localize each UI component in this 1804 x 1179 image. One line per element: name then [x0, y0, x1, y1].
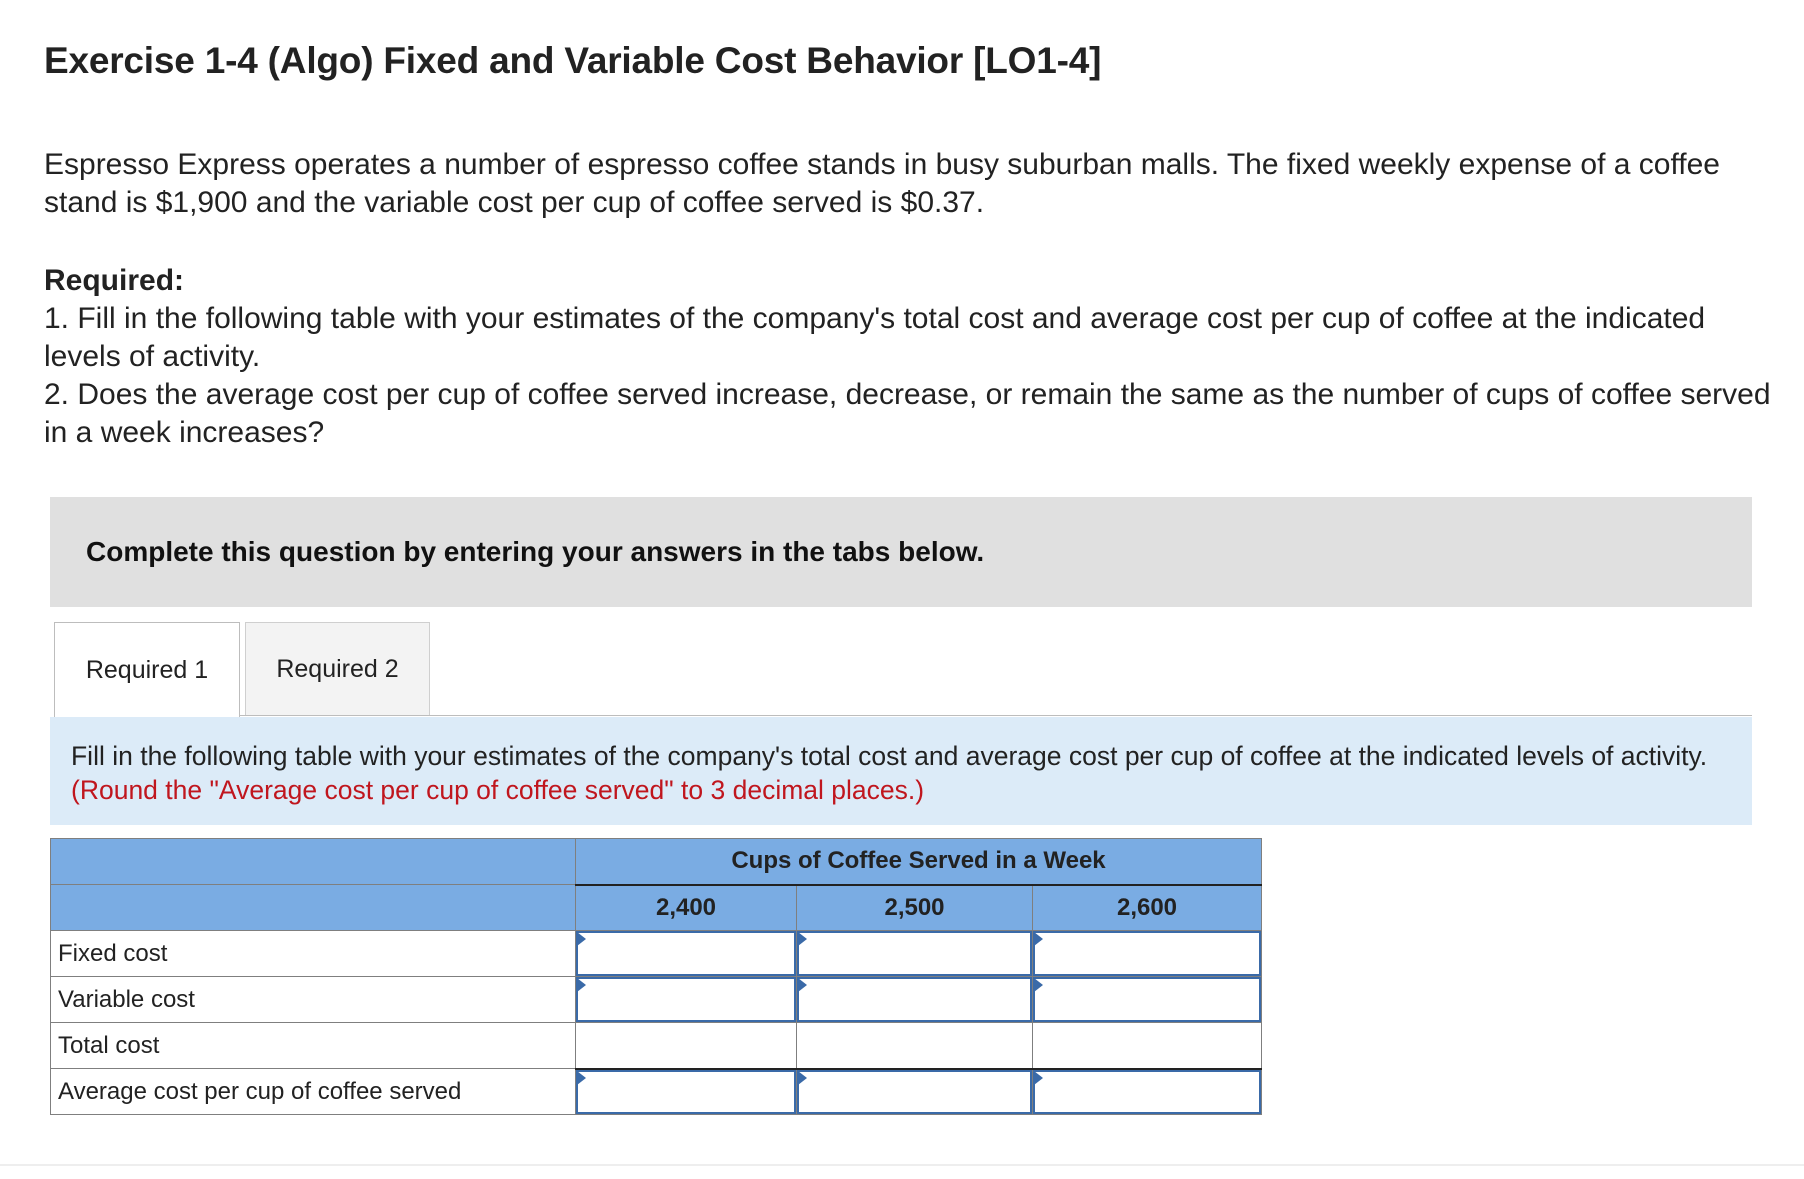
- fixed-cost-2500-input[interactable]: [797, 931, 1032, 976]
- variable-cost-2500-input[interactable]: [797, 977, 1032, 1022]
- instruction-text: Fill in the following table with your estimates of the company's total cost and average cost per cup of coffee at the indicated levels of activity.: [71, 741, 1708, 771]
- variable-cost-2400-input[interactable]: [576, 977, 796, 1022]
- cost-table: [50, 838, 1262, 1115]
- exercise-title: Exercise 1-4 (Algo) Fixed and Variable Cost Behavior [LO1-4]: [44, 40, 1102, 81]
- group-header: Cups of Coffee Served in a Week: [576, 839, 1262, 885]
- fixed-cost-2400-input[interactable]: [576, 931, 796, 976]
- total-cost-2600-value: [1033, 1023, 1262, 1069]
- header-blank-cell: [51, 885, 576, 931]
- average-cost-2400-input[interactable]: [576, 1070, 796, 1115]
- row-label-fixed-cost: Fixed cost: [51, 931, 576, 977]
- fixed-cost-2600-input[interactable]: [1033, 931, 1261, 976]
- row-label-total-cost: Total cost: [51, 1023, 576, 1069]
- required-section: [44, 262, 1774, 452]
- table-column-header-row: [51, 885, 1262, 931]
- total-cost-2400-value: [576, 1023, 797, 1069]
- required-item-2: 2. Does the average cost per cup of coffee served increase, decrease, or remain the same as the number of cups of coffee served in a week increases?: [44, 378, 1771, 449]
- required-item-1: 1. Fill in the following table with your estimates of the company's total cost and average cost per cup of coffee at the indicated levels of activity.: [44, 302, 1706, 373]
- table-row: [51, 977, 1262, 1023]
- tab-instruction: [50, 717, 1752, 825]
- header-blank-cell: [51, 839, 576, 885]
- column-header-2400: 2,400: [576, 885, 797, 931]
- column-header-2500: 2,500: [797, 885, 1033, 931]
- required-heading: Required:: [44, 264, 185, 297]
- table-group-header-row: [51, 839, 1262, 885]
- table-row: [51, 1023, 1262, 1069]
- rounding-note: (Round the "Average cost per cup of coffee served" to 3 decimal places.): [71, 775, 925, 805]
- bottom-divider: [0, 1164, 1804, 1166]
- total-cost-2500-value: [797, 1023, 1033, 1069]
- banner-text: Complete this question by entering your answers in the tabs below.: [86, 536, 985, 567]
- problem-intro: Espresso Express operates a number of espresso coffee stands in busy suburban malls. The fixed weekly expense of a coffee stand is $1,900 and the variable cost per cup of coffee served is $0.37.: [44, 148, 1720, 219]
- average-cost-2600-input[interactable]: [1033, 1070, 1261, 1115]
- tab-required-2[interactable]: Required 2: [245, 622, 430, 716]
- row-label-average-cost: Average cost per cup of coffee served: [51, 1069, 576, 1115]
- table-row: [51, 931, 1262, 977]
- column-header-2600: 2,600: [1033, 885, 1262, 931]
- row-label-variable-cost: Variable cost: [51, 977, 576, 1023]
- variable-cost-2600-input[interactable]: [1033, 977, 1261, 1022]
- tab-required-1[interactable]: Required 1: [54, 622, 240, 717]
- tab-divider: [240, 715, 1752, 716]
- table-row: [51, 1069, 1262, 1115]
- instructions-banner: [50, 497, 1752, 607]
- average-cost-2500-input[interactable]: [797, 1070, 1032, 1115]
